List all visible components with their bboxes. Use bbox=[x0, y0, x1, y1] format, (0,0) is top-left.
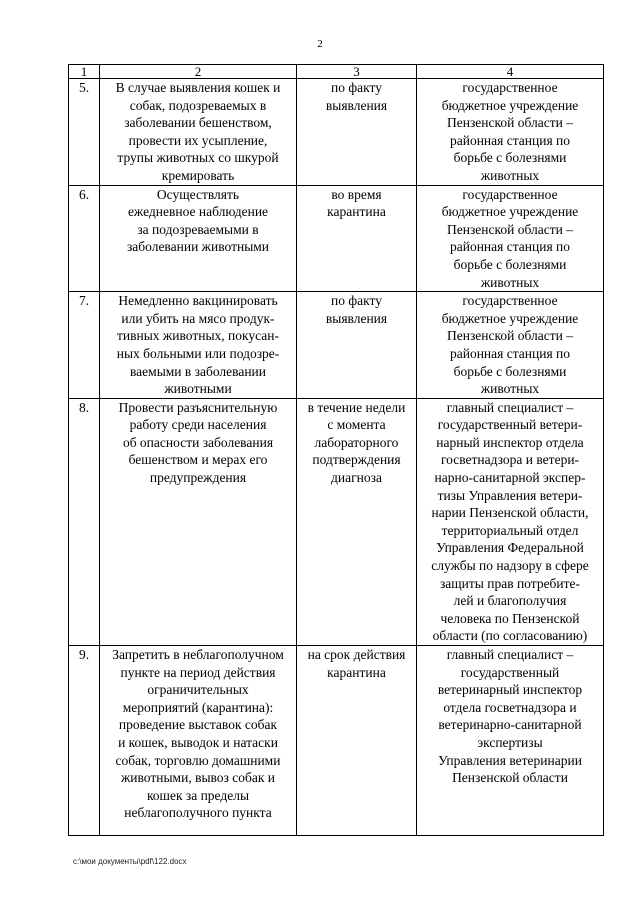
text-line: лей и благополучия bbox=[453, 593, 567, 609]
term-cell bbox=[297, 398, 417, 645]
text-line: борьбе с болезнями bbox=[453, 256, 567, 272]
text-line: заболевании бешенством, bbox=[124, 115, 272, 131]
text-line: животными bbox=[164, 381, 232, 397]
term-cell bbox=[297, 79, 417, 186]
header-cell-2: 2 bbox=[100, 65, 297, 79]
text-line: лабораторного bbox=[314, 434, 399, 450]
text-line: по факту bbox=[331, 80, 382, 95]
text-line: с момента bbox=[327, 417, 386, 433]
text-line: карантина bbox=[327, 204, 386, 220]
text-line: тивных животных, покусан- bbox=[117, 328, 279, 344]
measure-cell bbox=[100, 185, 297, 292]
row-number: 6. bbox=[69, 185, 100, 292]
text-line: ваемыми в заболевании bbox=[129, 363, 267, 379]
text-line: главный специалист – bbox=[446, 647, 574, 662]
text-line: нарно-санитарной экспер- bbox=[434, 470, 586, 486]
text-line: ветеринарно-санитарной bbox=[438, 717, 582, 733]
header-cell-3: 3 bbox=[297, 65, 417, 79]
text-line: государственный ветери- bbox=[437, 417, 583, 433]
table-row bbox=[69, 646, 604, 836]
text-line: ограничительных bbox=[147, 682, 249, 698]
term-cell bbox=[297, 185, 417, 292]
text-line: трупы животных со шкурой bbox=[117, 150, 279, 166]
text-line: ных больными или подозре- bbox=[116, 345, 280, 361]
text-line: государственное bbox=[462, 186, 558, 202]
text-line: кремировать bbox=[161, 167, 235, 183]
row-number: 7. bbox=[69, 292, 100, 399]
text-line: и кошек, выводок и натаски bbox=[118, 734, 278, 750]
text-line: нарный инспектор отдела bbox=[436, 434, 584, 450]
text-line: ежедневное наблюдение bbox=[127, 204, 269, 220]
text-line: области (по согласованию) bbox=[432, 628, 588, 644]
text-line: проведение выставок собак bbox=[118, 717, 278, 733]
text-line: животными, вывоз собак и bbox=[120, 770, 276, 786]
text-line: госветнадзора и ветери- bbox=[440, 452, 580, 468]
text-line: бюджетное учреждение bbox=[441, 204, 579, 220]
text-line: Пензенской области bbox=[452, 770, 568, 786]
measure-cell bbox=[100, 79, 297, 186]
text-line: диагноза bbox=[331, 470, 382, 486]
text-line: тизы Управления ветери- bbox=[437, 487, 583, 503]
text-line: животных bbox=[480, 167, 540, 183]
text-line: Пензенской области – bbox=[447, 328, 573, 344]
text-line: работу среди населения bbox=[129, 417, 267, 433]
term-cell bbox=[297, 646, 417, 836]
table-header-row bbox=[69, 65, 604, 79]
text-line: карантина bbox=[327, 664, 386, 680]
text-line: Провести разъяснительную bbox=[118, 399, 278, 415]
text-line: главный специалист – bbox=[446, 399, 574, 415]
text-line: заболевании животными bbox=[126, 239, 270, 255]
text-line: человека по Пензенской bbox=[440, 610, 580, 626]
text-line: Немедленно вакцинировать bbox=[118, 293, 278, 309]
term-cell bbox=[297, 292, 417, 399]
text-line: провести их усыпление, bbox=[128, 132, 268, 148]
text-line: борьбе с болезнями bbox=[453, 150, 567, 166]
text-line: бюджетное учреждение bbox=[441, 310, 579, 326]
text-line: об опасности заболевания bbox=[122, 434, 274, 450]
text-line: В случае выявления кошек и bbox=[115, 80, 281, 95]
responsible-cell bbox=[417, 185, 604, 292]
text-line: животных bbox=[480, 381, 540, 397]
row-number: 8. bbox=[69, 398, 100, 645]
text-line: бешенством и мерах его bbox=[128, 452, 268, 468]
text-line: борьбе с болезнями bbox=[453, 363, 567, 379]
text-line: кошек за пределы bbox=[146, 787, 250, 803]
text-line: неблагополучного пункта bbox=[124, 805, 272, 821]
text-line: районная станция по bbox=[449, 345, 571, 361]
responsible-cell bbox=[417, 292, 604, 399]
responsible-cell bbox=[417, 646, 604, 836]
header-cell-1: 1 bbox=[69, 65, 100, 79]
text-line: отдела госветнадзора и bbox=[443, 699, 577, 715]
text-line: территориальный отдел bbox=[441, 522, 579, 538]
text-line: мероприятий (карантина): bbox=[122, 699, 274, 715]
text-line: или убить на мясо продук- bbox=[121, 310, 275, 326]
text-line: по факту bbox=[331, 293, 382, 309]
text-line: государственное bbox=[462, 80, 558, 95]
text-line: Запретить в неблагополучном bbox=[112, 647, 284, 662]
text-line: пункте на период действия bbox=[120, 664, 276, 680]
text-line: собак, торговлю домашними bbox=[115, 752, 281, 768]
text-line: Управления ветеринарии bbox=[438, 752, 582, 768]
text-line: животных bbox=[480, 274, 540, 290]
text-line: Управления Федеральной bbox=[436, 540, 584, 556]
text-line: экспертизы bbox=[477, 734, 543, 750]
text-line: на срок действия bbox=[307, 647, 406, 662]
text-line: собак, подозреваемых в bbox=[129, 97, 267, 113]
text-line: защиты прав потребите- bbox=[439, 575, 581, 591]
text-line: Пензенской области – bbox=[447, 115, 573, 131]
text-line: районная станция по bbox=[449, 132, 571, 148]
text-line: государственный bbox=[460, 664, 560, 680]
measure-cell bbox=[100, 646, 297, 836]
text-line: за подозреваемыми в bbox=[137, 221, 259, 237]
text-line: Пензенской области – bbox=[447, 221, 573, 237]
text-line: бюджетное учреждение bbox=[441, 97, 579, 113]
table-row bbox=[69, 398, 604, 645]
text-line: Осуществлять bbox=[156, 186, 240, 202]
row-number: 9. bbox=[69, 646, 100, 836]
measure-cell bbox=[100, 292, 297, 399]
text-line: выявления bbox=[325, 310, 388, 326]
row-number: 5. bbox=[69, 79, 100, 186]
text-line: подтверждения bbox=[312, 452, 401, 468]
header-cell-4: 4 bbox=[417, 65, 604, 79]
text-line: нарии Пензенской области, bbox=[431, 505, 589, 521]
table-row bbox=[69, 185, 604, 292]
responsible-cell bbox=[417, 398, 604, 645]
file-path-footer: c:\мои документы\pdf\122.docx bbox=[73, 857, 187, 866]
table-row bbox=[69, 292, 604, 399]
text-line: в течение недели bbox=[307, 399, 406, 415]
text-line: во время bbox=[331, 186, 382, 202]
table-row bbox=[69, 79, 604, 186]
text-line: ветеринарный инспектор bbox=[437, 682, 583, 698]
text-line: выявления bbox=[325, 97, 388, 113]
text-line: службы по надзору в сфере bbox=[431, 558, 589, 574]
page-number: 2 bbox=[317, 38, 323, 50]
measure-cell bbox=[100, 398, 297, 645]
text-line: государственное bbox=[462, 293, 558, 309]
text-line: предупреждения bbox=[149, 470, 247, 486]
measures-table bbox=[68, 64, 604, 836]
text-line: районная станция по bbox=[449, 239, 571, 255]
responsible-cell bbox=[417, 79, 604, 186]
